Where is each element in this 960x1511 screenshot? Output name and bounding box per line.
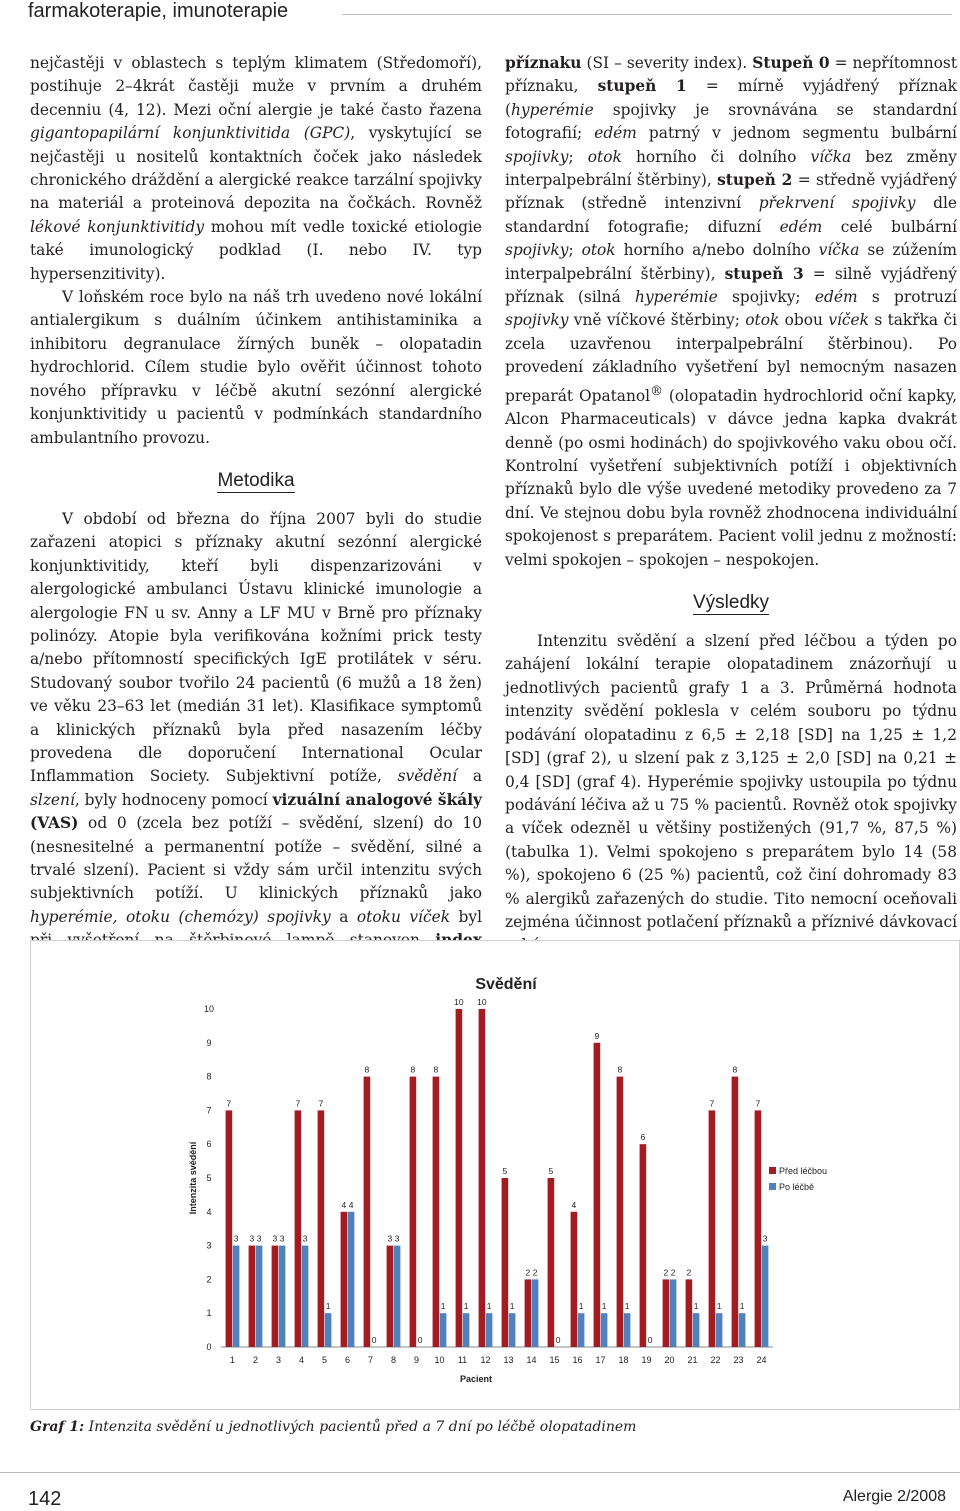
bar-after-treatment (233, 1246, 240, 1347)
y-tick-label: 3 (206, 1240, 212, 1251)
bar-after-treatment (279, 1246, 286, 1347)
bar-before-treatment (755, 1110, 762, 1347)
data-label-after: 1 (739, 1301, 745, 1312)
y-tick-label: 5 (206, 1173, 212, 1183)
data-label-before: 2 (686, 1267, 692, 1278)
y-tick-label: 9 (206, 1037, 212, 1048)
x-tick-label: 5 (321, 1355, 328, 1365)
data-label-before: 4 (571, 1199, 577, 1210)
caption-label: Graf 1: (30, 1419, 85, 1435)
bar-before-treatment (548, 1178, 555, 1347)
section-header: farmakoterapie, imunoterapie (28, 0, 289, 22)
y-tick-label: 7 (206, 1105, 212, 1116)
legend-label-before: Před léčbou (779, 1166, 828, 1176)
bar-after-treatment (578, 1313, 585, 1347)
x-tick-label: 12 (480, 1355, 491, 1365)
x-tick-label: 7 (367, 1355, 374, 1365)
bar-before-treatment (249, 1246, 256, 1347)
x-tick-label: 10 (434, 1355, 445, 1365)
y-tick-label: 4 (206, 1206, 212, 1217)
data-label-after: 0 (647, 1335, 653, 1345)
y-tick-label: 6 (206, 1139, 212, 1150)
data-label-after: 1 (509, 1301, 515, 1312)
data-label-before: 6 (640, 1132, 646, 1143)
bar-after-treatment (532, 1279, 539, 1347)
bar-before-treatment (318, 1110, 325, 1347)
bar-after-treatment (348, 1212, 355, 1347)
bar-before-treatment (364, 1077, 371, 1347)
data-label-before: 2 (663, 1267, 669, 1278)
data-label-before: 4 (341, 1199, 347, 1210)
legend-label-after: Po léčbě (779, 1182, 815, 1192)
data-label-after: 1 (486, 1301, 492, 1312)
data-label-after: 3 (302, 1233, 308, 1244)
journal-name: Alergie 2/2008 (842, 1488, 946, 1505)
data-label-after: 1 (693, 1301, 699, 1312)
bar-before-treatment (341, 1212, 348, 1347)
data-label-after: 2 (670, 1267, 676, 1278)
data-label-after: 3 (233, 1233, 239, 1244)
bar-after-treatment (486, 1313, 493, 1347)
data-label-after: 3 (394, 1233, 400, 1244)
data-label-after: 4 (348, 1199, 354, 1210)
paragraph-4: příznaku (SI – severity index). Stupeň 0 = nepřítomnost příznaku, stupeň 1 = mírně vyjádřený příznak (hyperémie spojivky je srovnávána se standardní fotografií; edém patrný v jednom segmentu bulbární spojivky; otok horního či dolního víčka bez změny interpalpebrální štěrbiny), stupeň 2 = středně vyjádřený příznak (středně intenzivní překrvení spojivky dle standardní fotografie; difuzní edém celé bulbární spojivky; otok horního a/nebo dolního víčka se zúžením interpalpebrální štěrbiny), stupeň 3 = silně vyjádřený příznak (silná hyperémie spojivky; edém s protruzí spojivky vně víčkové štěrbiny; otok obou víček s takřka či zcela uzavřenou interpalpebrální štěrbinou). Po provedení základního vyšetření byl nemocným nasazen preparát Opatanol® (olopatadin hydrochlorid oční kapky, Alcon Pharmaceuticals) v dávce jedna kapka dvakrát denně (po osmi hodinách) do spojivkového vaku obou očí. Kontrolní vyšetření subjektivních potíží i objektivních příznaků bylo dle výše uvedené metodiky provedeno za 7 dní. Ve stejnou dobu byla rovněž zhodnocena individuální spokojenost s preparátem. Pacient volil jednu z možností: velmi spokojen – spokojen – nespokojen. (505, 54, 958, 569)
y-tick-label: 0 (206, 1342, 212, 1352)
data-label-after: 3 (279, 1233, 285, 1244)
bar-after-treatment (762, 1246, 769, 1347)
bar-after-treatment (739, 1313, 746, 1347)
data-label-after: 1 (624, 1301, 630, 1312)
x-tick-label: 16 (572, 1355, 583, 1365)
bar-after-treatment (693, 1313, 700, 1347)
x-tick-label: 8 (390, 1355, 397, 1365)
bar-after-treatment (601, 1313, 608, 1347)
x-tick-label: 24 (756, 1355, 767, 1365)
data-label-before: 7 (295, 1098, 301, 1109)
bar-before-treatment (571, 1212, 578, 1347)
data-label-before: 7 (755, 1098, 761, 1109)
data-label-before: 9 (594, 1030, 600, 1041)
bar-after-treatment (302, 1246, 309, 1347)
caption-text: Intenzita svědění u jednotlivých pacientů před a 7 dní po léčbě olopatadinem (88, 1419, 637, 1435)
bar-before-treatment (479, 1009, 486, 1347)
data-label-after: 1 (578, 1301, 584, 1312)
x-axis-label: Pacient (459, 1374, 493, 1384)
bar-before-treatment (594, 1043, 601, 1347)
bar-after-treatment (325, 1313, 332, 1347)
bar-before-treatment (272, 1246, 279, 1347)
y-tick-label: 10 (203, 1004, 215, 1014)
bar-after-treatment (440, 1313, 447, 1347)
figure-graph-1 (30, 940, 960, 1410)
paragraph-3: V období od března do října 2007 byli do studie zařazeni atopici s příznaky akutní sezónní alergické konjunktivitidy, kteří byli dispenzarizováni v alergologické ambulanci Ústavu klinické imunologie a alergologie FN u sv. Anny a LF MU v Brně pro příznaky polinózy. Atopie byla verifikována kožními prick testy a/nebo přítomností specifických IgE protilátek v séru. Studovaný soubor tvořilo 24 pacientů (6 mužů a 18 žen) ve věku 23–63 let (medián 31 let). Klasifikace symptomů a klinických příznaků byla před nasazením léčby provedena dle doporučení International Ocular Inflammation Society. Subjektivní potíže, svědění a slzení, byly hodnoceny pomocí vizuální analogové škály (VAS) od 0 (zcela bez potíží – svědění, slzení) do 10 (nesnesitelné a permanentní potíže – svědění, silné a trvalé slzení). Pacient si vždy sám určil intenzitu svých subjektivních potíží. U klinických příznaků jako hyperémie, otoku (chemózy) spojivky a otoku víček byl (30, 509, 482, 926)
x-tick-label: 21 (687, 1355, 698, 1365)
x-tick-label: 4 (298, 1355, 305, 1365)
y-tick-label: 2 (206, 1274, 212, 1285)
data-label-before: 5 (548, 1166, 554, 1176)
data-label-after: 1 (716, 1301, 722, 1312)
data-label-before: 8 (617, 1064, 623, 1075)
legend-swatch-after (769, 1183, 776, 1190)
y-tick-label: 1 (206, 1308, 212, 1319)
data-label-after: 3 (256, 1233, 262, 1244)
x-tick-label: 9 (413, 1355, 420, 1365)
data-label-before: 10 (477, 997, 487, 1007)
legend-swatch-before (769, 1167, 776, 1174)
paragraph-5: Intenzitu svědění a slzení před léčbou a týden po zahájení lokální terapie olopatadinem znázorňují u jednotlivých pacientů grafy 1 a 3. Průměrná hodnota intenzity svědění poklesla v celém souboru po týdnu podávání olopatadinu z 6,5 ± 2,18 [SD] na 1,25 ± 1,2 [SD] (graf 2), u slzení pak z 3,125 ± 2,0 [SD] na 0,21 ± 0,4 [SD] (graf 4). Hyperémie spojivky ustoupila po týdnu podávání léčiva až u 75 % pacientů. Rovněž otok spojivky a víček odezněl u většiny postižených (91,7 %, 87,5 %) (tabulka 1). Velmi spokojeno s preparátem bylo 14 (58 %), spokojeno 6 (25 %) pacientů, což činí dohromady 83 % alergiků zařazených do studie. Tito nemocní oceňovali zejména účinnost potlačení příznaků a příznivé dávkovací (505, 632, 957, 931)
data-label-before: 3 (387, 1233, 393, 1244)
footer-rule (0, 1472, 960, 1473)
data-label-after: 0 (417, 1335, 423, 1345)
data-label-after: 1 (325, 1301, 331, 1312)
bar-before-treatment (433, 1077, 440, 1347)
bar-before-treatment (732, 1077, 739, 1347)
bar-before-treatment (456, 1009, 463, 1347)
bar-after-treatment (394, 1246, 401, 1347)
x-tick-label: 20 (664, 1355, 675, 1365)
bar-after-treatment (624, 1313, 631, 1347)
data-label-before: 8 (364, 1064, 370, 1075)
header-rule (342, 14, 952, 15)
data-label-before: 8 (410, 1064, 416, 1075)
x-tick-label: 15 (549, 1355, 560, 1365)
data-label-after: 0 (555, 1335, 561, 1345)
data-label-after: 1 (440, 1301, 446, 1312)
data-label-before: 7 (318, 1098, 324, 1109)
x-tick-label: 23 (733, 1355, 744, 1365)
left-column (30, 52, 482, 976)
data-label-after: 2 (532, 1267, 538, 1278)
bar-before-treatment (525, 1279, 532, 1347)
bar-after-treatment (670, 1279, 677, 1347)
bar-after-treatment (463, 1313, 470, 1347)
data-label-before: 10 (454, 997, 464, 1007)
bar-before-treatment (410, 1077, 417, 1347)
methods-heading: Metodika (217, 469, 295, 491)
bar-before-treatment (617, 1077, 624, 1347)
data-label-before: 3 (272, 1233, 278, 1244)
figure-caption (30, 1419, 636, 1435)
page-number: 142 (28, 1488, 62, 1510)
x-tick-label: 1 (229, 1355, 236, 1365)
y-tick-label: 8 (206, 1071, 212, 1082)
x-tick-label: 17 (595, 1355, 606, 1365)
x-tick-label: 11 (457, 1355, 468, 1365)
x-tick-label: 18 (618, 1355, 629, 1365)
x-tick-label: 3 (275, 1355, 282, 1365)
data-label-before: 7 (709, 1098, 715, 1109)
data-label-before: 7 (226, 1098, 232, 1109)
bar-before-treatment (709, 1110, 716, 1347)
bar-before-treatment (502, 1178, 509, 1347)
data-label-after: 1 (601, 1301, 607, 1312)
data-label-after: 1 (463, 1301, 469, 1312)
bar-before-treatment (226, 1110, 233, 1347)
data-label-before: 8 (732, 1064, 738, 1075)
bar-before-treatment (295, 1110, 302, 1347)
bar-chart (31, 941, 959, 1409)
bar-after-treatment (509, 1313, 516, 1347)
bar-before-treatment (640, 1144, 647, 1347)
bar-after-treatment (256, 1246, 263, 1347)
x-tick-label: 14 (526, 1355, 537, 1365)
x-tick-label: 22 (710, 1355, 721, 1365)
data-label-before: 3 (249, 1233, 255, 1244)
data-label-before: 8 (433, 1064, 439, 1075)
data-label-before: 2 (525, 1267, 531, 1278)
data-label-before: 5 (502, 1166, 508, 1176)
data-label-after: 3 (762, 1233, 768, 1244)
paragraph-1: nejčastěji v oblastech s teplým klimatem (Středomoří), postihuje 2–4krát častěji muže v prvním a druhém decenniu (4, 12). Mezi oční alergie je také často řazena gigantopapilární konjunktivitida (GPC), vyskytující se nejčastěji u nositelů kontaktních čoček jako následek chronického dráždění a alergické reakce tarzální spojivky na materiál a proteinová depozita na čočkách. Rovněž lékové konjunktivitidy mohou mít vedle toxické etiologie také imunologický podklad (I. nebo IV. typ hypersenzitivity). (30, 54, 482, 283)
paragraph-2: V loňském roce bylo na náš trh uvedeno nové lokální antialergikum s duálním účinkem antihistaminika a inhibitoru degranulace žírných buněk – olopatadin hydrochlorid. Cílem studie bylo ověřit účinnost tohoto nového přípravku v léčbě akutní sezónní alergické konjunktivitidy u pacientů v podmínkách standardního ambulantního provozu. (30, 288, 482, 447)
x-tick-label: 19 (641, 1355, 652, 1365)
x-tick-label: 2 (252, 1355, 259, 1365)
x-tick-label: 13 (503, 1355, 514, 1365)
bar-before-treatment (663, 1279, 670, 1347)
results-heading: Výsledky (692, 592, 770, 614)
bar-before-treatment (387, 1246, 394, 1347)
chart-title: Svědění (475, 976, 537, 993)
data-label-after: 0 (371, 1335, 377, 1345)
right-column (505, 52, 957, 958)
bar-after-treatment (716, 1313, 723, 1347)
bar-before-treatment (686, 1279, 693, 1347)
x-tick-label: 6 (344, 1355, 351, 1365)
y-axis-label: Intenzita svědění (188, 1141, 198, 1215)
